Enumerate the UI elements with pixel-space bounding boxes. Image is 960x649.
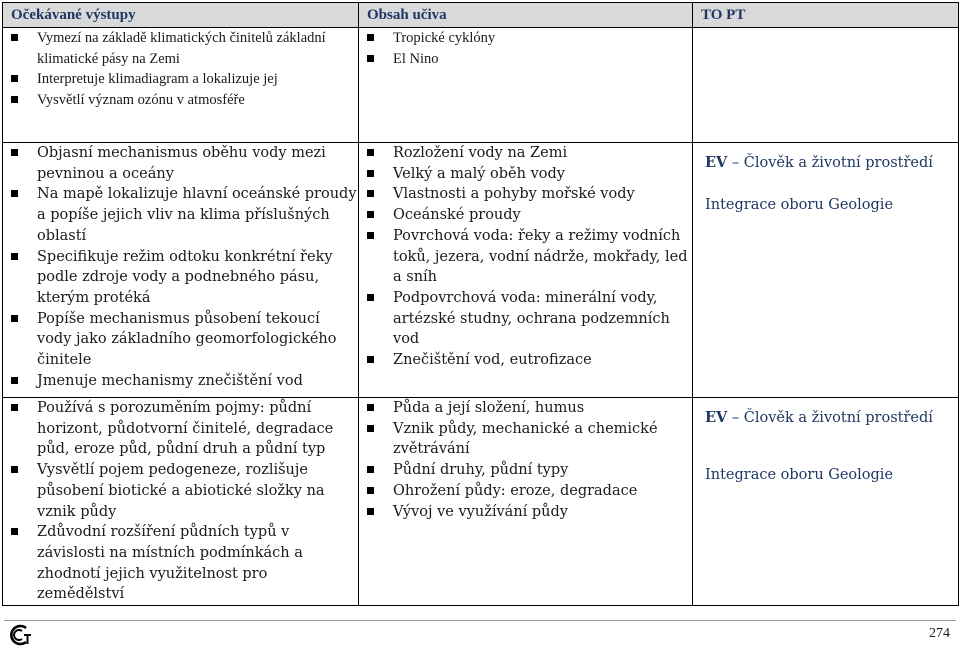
list-item: Tropické cyklóny — [359, 28, 692, 49]
to-pt-cell — [693, 143, 959, 398]
list-item: Povrchová voda: řeky a režimy vodních toků, jezera, vodní nádrže, mokřady, led a sníh — [359, 226, 692, 288]
list-item: Vymezí na základě klimatických činitelů základní klimatické pásy na Zemi — [3, 28, 358, 69]
content-list — [359, 28, 692, 69]
integration-note: Integrace oboru Geologie — [705, 467, 894, 483]
table-row — [3, 398, 959, 606]
bullet-icon — [367, 232, 374, 239]
list-item: Ohrožení půdy: eroze, degradace — [359, 481, 692, 502]
content-cell — [359, 143, 693, 398]
ev-label: EV — [705, 154, 728, 171]
bullet-icon — [367, 55, 374, 62]
bullet-icon — [367, 404, 374, 411]
content-cell — [359, 398, 693, 606]
bullet-icon — [11, 96, 18, 103]
header-to-pt: TO PT — [693, 3, 959, 28]
bullet-icon — [367, 487, 374, 494]
outcomes-cell — [3, 398, 359, 606]
outcomes-cell — [3, 143, 359, 398]
list-item: El Nino — [359, 49, 692, 70]
bullet-icon — [11, 404, 18, 411]
bullet-icon — [11, 466, 18, 473]
content-list — [359, 143, 692, 371]
list-item: Velký a malý oběh vody — [359, 164, 692, 185]
header-outcomes: Očekávané výstupy — [3, 3, 359, 28]
list-item: Popíše mechanismus působení tekoucí vody jako základního geomorfologického činitele — [3, 309, 358, 371]
list-item: Vznik půdy, mechanické a chemické zvětrávání — [359, 419, 692, 460]
bullet-icon — [11, 75, 18, 82]
list-item: Vývoj ve využívání půdy — [359, 502, 692, 523]
ev-label: EV — [705, 409, 728, 426]
bullet-icon — [11, 190, 18, 197]
curriculum-table — [2, 2, 959, 606]
bullet-icon — [11, 377, 18, 384]
bullet-icon — [367, 149, 374, 156]
footer-divider — [4, 620, 956, 621]
bullet-icon — [11, 528, 18, 535]
bullet-icon — [11, 149, 18, 156]
list-item: Znečištění vod, eutrofizace — [359, 350, 692, 371]
bullet-icon — [367, 34, 374, 41]
list-item: Půdní druhy, půdní typy — [359, 460, 692, 481]
bullet-icon — [11, 253, 18, 260]
bullet-icon — [367, 211, 374, 218]
bullet-icon — [11, 315, 18, 322]
cross-curricular-theme — [705, 152, 958, 174]
list-item: Jmenuje mechanismy znečištění vod — [3, 371, 358, 392]
list-item: Vysvětlí význam ozónu v atmosféře — [3, 90, 358, 111]
header-row — [3, 3, 959, 28]
bullet-icon — [367, 356, 374, 363]
outcomes-list — [3, 143, 358, 391]
to-pt-cell — [693, 28, 959, 143]
list-item: Vysvětlí pojem pedogeneze, rozlišuje působení biotické a abiotické složky na vznik půdy — [3, 460, 358, 522]
list-item: Na mapě lokalizuje hlavní oceánské proudy a popíše jejich vliv na klima příslušných oblastí — [3, 184, 358, 246]
bullet-icon — [367, 508, 374, 515]
bullet-icon — [367, 170, 374, 177]
table-row — [3, 28, 959, 143]
cross-curricular-theme — [705, 407, 958, 429]
content-list — [359, 398, 692, 522]
content-cell — [359, 28, 693, 143]
bullet-icon — [11, 34, 18, 41]
list-item: Zdůvodní rozšíření půdních typů v závislosti na místních podmínkách a zhodnotí jejich využitelnost pro zemědělství — [3, 522, 358, 605]
bullet-icon — [367, 190, 374, 197]
list-item: Používá s porozuměním pojmy: půdní horizont, půdotvorní činitelé, degradace půd, eroze půd, půdní druh a půdní typ — [3, 398, 358, 460]
list-item: Podpovrchová voda: minerální vody, artézské studny, ochrana podzemních vod — [359, 288, 692, 350]
list-item: Rozložení vody na Zemi — [359, 143, 692, 164]
outcomes-list — [3, 398, 358, 605]
list-item: Vlastnosti a pohyby mořské vody — [359, 184, 692, 205]
list-item: Interpretuje klimadiagram a lokalizuje jej — [3, 69, 358, 90]
ev-theme: – Člověk a životní prostředí — [731, 155, 933, 171]
outcomes-cell — [3, 28, 359, 143]
page-number: 274 — [929, 626, 950, 641]
list-item: Specifikuje režim odtoku konkrétní řeky podle zdroje vody a podnebného pásu, kterým protéká — [3, 247, 358, 309]
header-content: Obsah učiva — [359, 3, 693, 28]
bullet-icon — [367, 294, 374, 301]
bullet-icon — [367, 425, 374, 432]
list-item: Půda a její složení, humus — [359, 398, 692, 419]
to-pt-cell — [693, 398, 959, 606]
outcomes-list — [3, 28, 358, 111]
table-row — [3, 143, 959, 398]
integration-note: Integrace oboru Geologie — [705, 197, 894, 213]
list-item: Objasní mechanismus oběhu vody mezi pevninou a oceány — [3, 143, 358, 184]
bullet-icon — [367, 466, 374, 473]
school-logo-icon — [6, 624, 32, 646]
ev-theme: – Člověk a životní prostředí — [731, 410, 933, 426]
list-item: Oceánské proudy — [359, 205, 692, 226]
